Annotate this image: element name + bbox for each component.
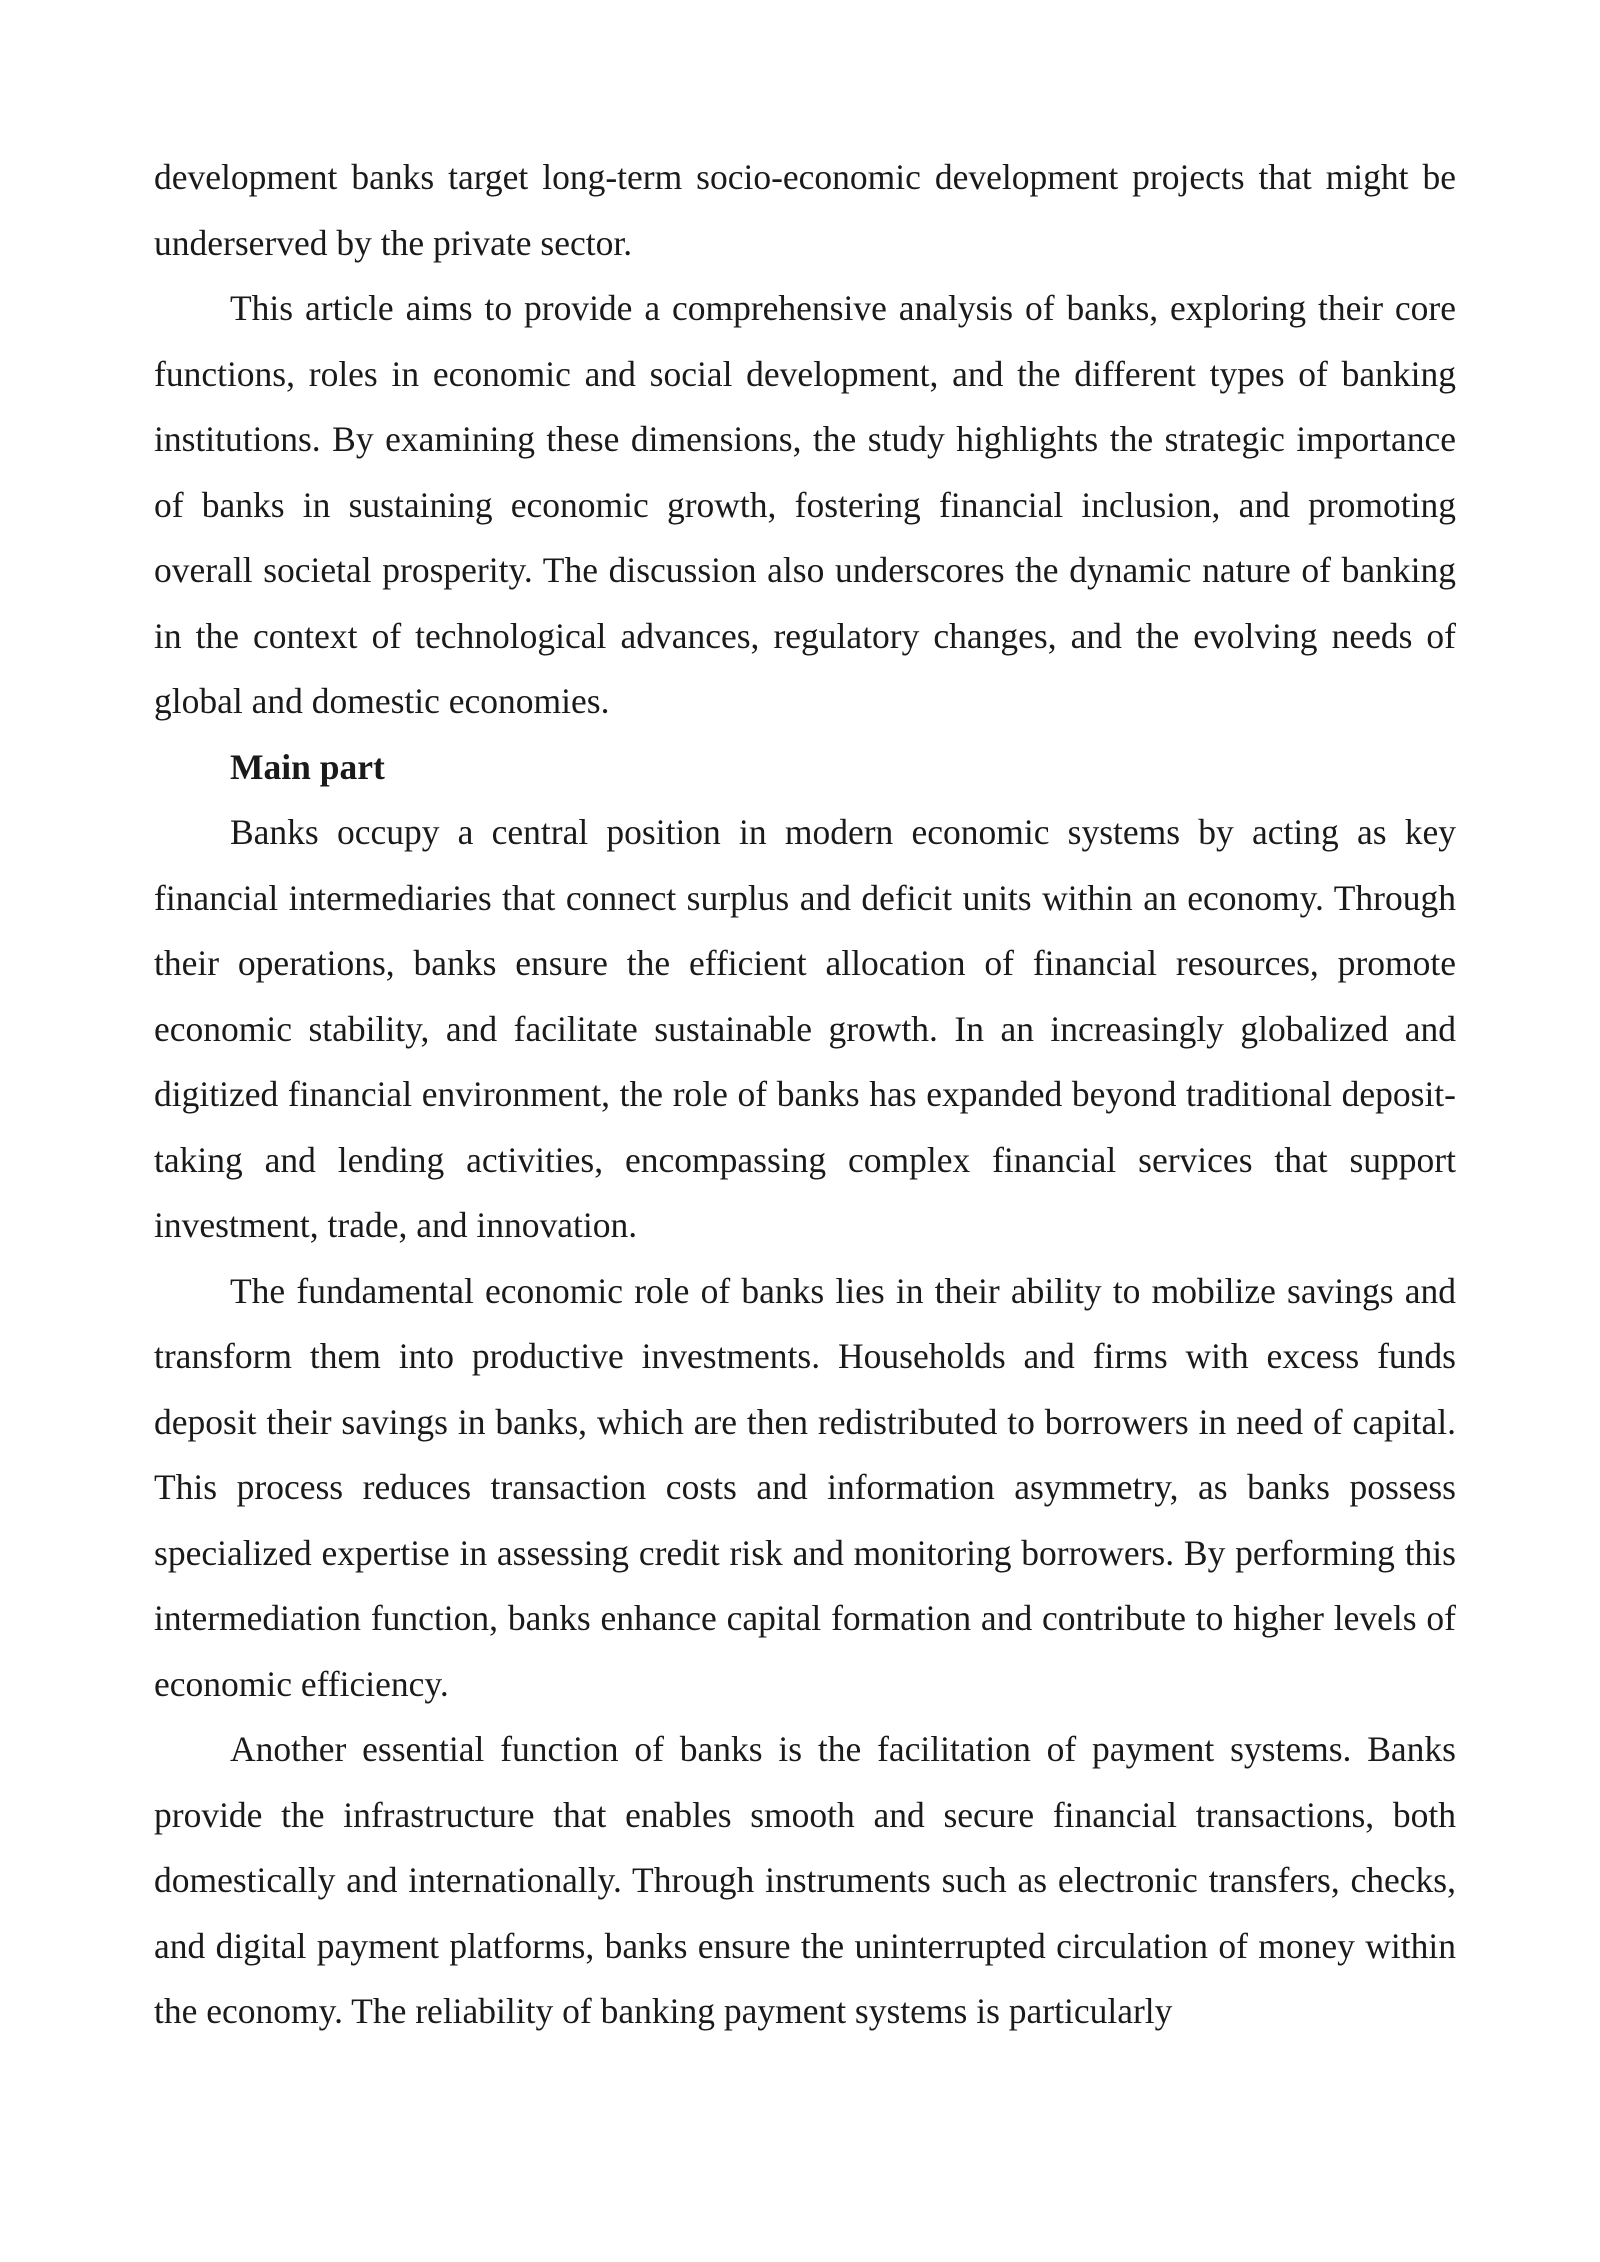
section-heading-main-part: Main part <box>230 746 385 787</box>
paragraph-economic-role: The fundamental economic role of banks lies in their ability to mobilize savings and transform them into productive investments. Households and firms with excess funds deposit their savings in banks, which are then redistributed to borrowers in need of capital. This process reduces transaction costs and information asymmetry, as banks possess specialized expertise in assessing credit risk and monitoring borrowers. By performing this intermediation function, banks enhance capital formation and contribute to higher levels of economic efficiency. <box>154 1270 1456 1704</box>
document-page <box>154 145 1456 2045</box>
paragraph-payment-systems: Another essential function of banks is the facilitation of payment systems. Banks provide the infrastructure that enables smooth and secure financial transactions, both domestically and internationally. Through instruments such as electronic transfers, checks, and digital payment platforms, banks ensure the uninterrupted circulation of money within the economy. The reliability of banking payment systems is particularly <box>154 1729 1456 2031</box>
paragraph-continuation: development banks target long-term socio-economic development projects that might be underserved by the private sector. <box>154 157 1456 263</box>
paragraph-banks-central-position: Banks occupy a central position in modern economic systems by acting as key financial intermediaries that connect surplus and deficit units within an economy. Through their operations, banks ensure the efficient allocation of financial resources, promote economic stability, and facilitate sustainable growth. In an increasingly globalized and digitized financial environment, the role of banks has expanded beyond traditional deposit-taking and lending activities, encompassing complex financial services that support investment, trade, and innovation. <box>154 812 1456 1245</box>
paragraph-article-aims: This article aims to provide a comprehensive analysis of banks, exploring their core functions, roles in economic and social development, and the different types of banking institutions. By examining these dimensions, the study highlights the strategic importance of banks in sustaining economic growth, fostering financial inclusion, and promoting overall societal prosperity. The discussion also underscores the dynamic nature of banking in the context of technological advances, regulatory changes, and the evolving needs of global and domestic economies. <box>154 288 1456 721</box>
